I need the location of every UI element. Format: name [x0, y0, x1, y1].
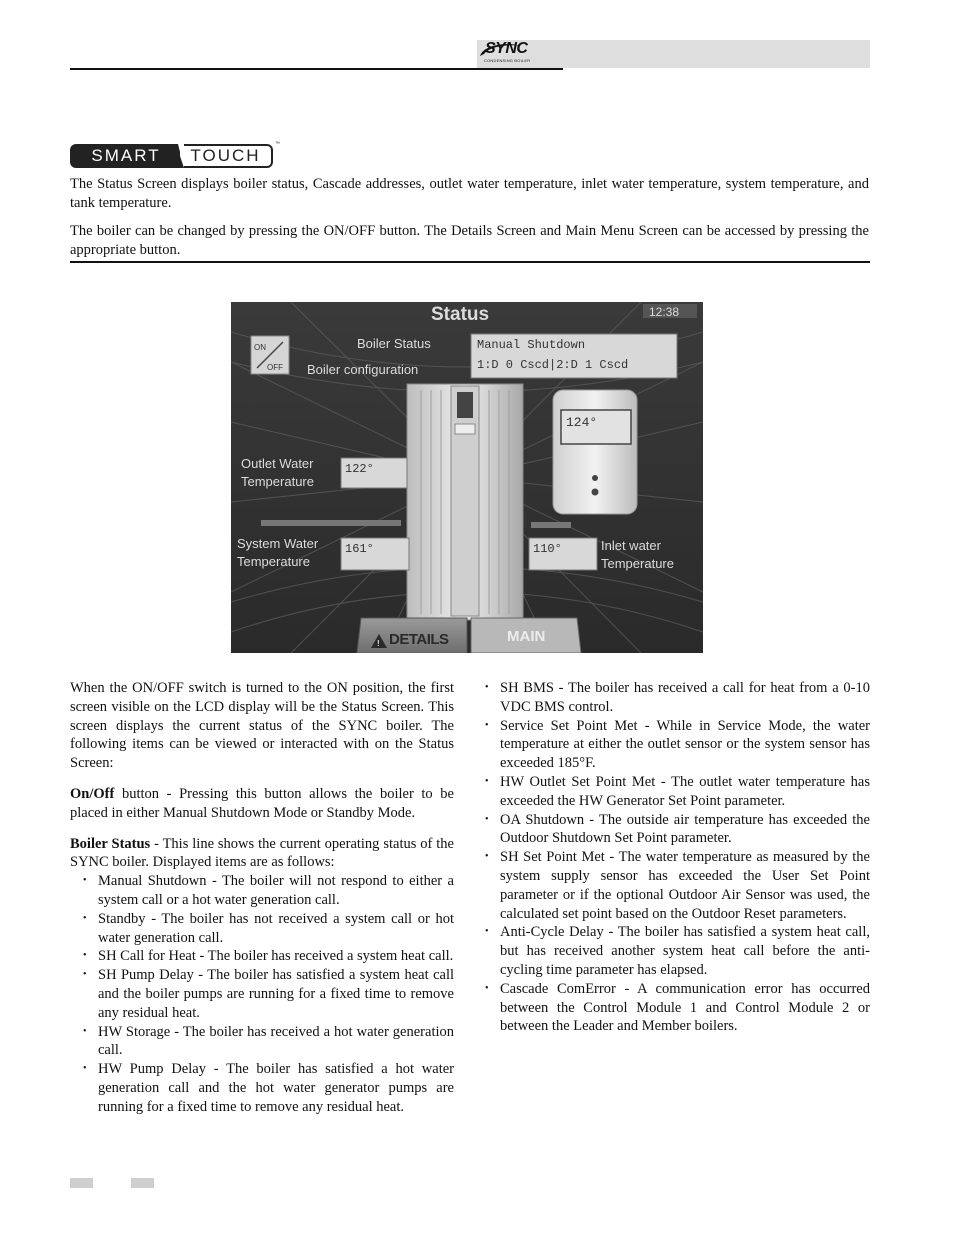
list-item: • Anti-Cycle Delay - The boiler has satisfied a system heat call, but has received another system heat call before the anti-cycling time parameter has elapsed. [484, 923, 870, 979]
onoff-off-label: OFF [267, 363, 283, 372]
tank-temp-value: 124° [566, 415, 598, 430]
right-column [484, 679, 870, 1036]
outlet-label-2: Temperature [241, 474, 314, 489]
sync-logo-word: SYNC [485, 40, 528, 57]
inlet-temp-value: 110° [533, 542, 562, 556]
sync-logo-subtitle: CONDENSING BOILER [484, 58, 531, 63]
trademark-symbol: ™ [275, 141, 280, 147]
header-rule [70, 68, 563, 70]
smart-touch-badge-right: TOUCH [178, 144, 273, 168]
details-button[interactable] [357, 618, 467, 653]
lcd-title: Status [431, 304, 490, 325]
details-button-label: DETAILS [389, 631, 449, 648]
onoff-text: button - Pressing this button allows the boiler to be placed in either Manual Shutdown Mode or Standby Mode. [70, 785, 454, 821]
boiler-status-term: Boiler Status [70, 835, 151, 852]
supply-pipe [261, 520, 401, 526]
list-item: • OA Shutdown - The outside air temperature has exceeded the Outdoor Shutdown Set Point parameter. [484, 811, 870, 849]
boiler-illustration [407, 384, 523, 620]
svg-text:!: ! [377, 639, 380, 648]
onoff-term: On/Off [70, 785, 115, 802]
badge-slash-icon [170, 142, 184, 170]
list-item: • Manual Shutdown - The boiler will not respond to either a system call or a hot water generation call. [70, 872, 454, 910]
intro-paragraph-1: The Status Screen displays boiler status, Cascade addresses, outlet water temperature, inlet water temperature, system temperature, and tank temperature. [70, 176, 869, 211]
system-label-1: System Water [237, 536, 319, 551]
onoff-on-label: ON [254, 343, 266, 352]
status-list-left [70, 872, 454, 1116]
boiler-config-label: Boiler configuration [307, 362, 419, 377]
boiler-status-description [70, 835, 454, 873]
list-item: • Standby - The boiler has not received a system call or hot water generation call. [70, 910, 454, 948]
footer-mark-left [70, 1178, 93, 1188]
footer-mark-right [131, 1178, 154, 1188]
list-item: • SH BMS - The boiler has received a call for heat from a 0-10 VDC BMS control. [484, 679, 870, 717]
boiler-status-line-2: 1:D 0 Cscd|2:D 1 Cscd [477, 358, 629, 372]
outlet-label-1: Outlet Water [241, 456, 314, 471]
list-item: • HW Outlet Set Point Met - The outlet water temperature has exceeded the HW Generator Set Point parameter. [484, 773, 870, 811]
boiler-status-text: - This line shows the current operating status of the SYNC boiler. Displayed items are as follows: [70, 835, 454, 871]
smart-touch-badge-left: SMART [70, 144, 178, 168]
onoff-description [70, 785, 454, 823]
boiler-status-label: Boiler Status [357, 336, 431, 351]
inlet-label-2: Temperature [601, 556, 674, 571]
lcd-clock: 12:38 [649, 305, 680, 319]
intro-paragraph-2: The boiler can be changed by pressing the ON/OFF button. The Details Screen and Main Menu Screen can be accessed by pressing the appropriate button. [70, 223, 869, 258]
onoff-button[interactable] [251, 336, 289, 374]
status-list-right [484, 679, 870, 1036]
list-item: • HW Storage - The boiler has received a hot water generation call. [70, 1023, 454, 1061]
boiler-status-line-1: Manual Shutdown [477, 338, 586, 352]
main-button-label: MAIN [507, 628, 546, 645]
system-label-2: Temperature [237, 554, 310, 569]
list-item: • SH Set Point Met - The water temperature as measured by the system supply sensor has exceeded the User Set Point parameter or if the optional Outdoor Air Sensor was used, the calculated set point based on the Outdoor Reset parameters. [484, 848, 870, 923]
system-temp-value: 161° [345, 542, 374, 556]
section-rule [70, 261, 870, 263]
outlet-temp-value: 122° [345, 462, 374, 476]
main-button[interactable] [471, 618, 581, 653]
tank-illustration [553, 390, 637, 514]
list-item: • SH Call for Heat - The boiler has received a system heat call. [70, 947, 454, 966]
status-screen-intro: When the ON/OFF switch is turned to the ON position, the first screen visible on the LCD display will be the Status Screen. This screen displays the current status of the SYNC boiler. The following items can be viewed or interacted with on the Status Screen: [70, 680, 454, 772]
status-screen-photo [231, 302, 703, 653]
inlet-label-1: Inlet water [601, 538, 661, 553]
left-column [70, 679, 454, 1117]
list-item: • SH Pump Delay - The boiler has satisfied a system heat call and the boiler pumps are running for a fixed time to remove any residual heat. [70, 966, 454, 1022]
list-item: • Service Set Point Met - While in Service Mode, the water temperature at either the outlet sensor or the system sensor has exceeded 185°F. [484, 717, 870, 773]
list-item: • Cascade ComError - A communication error has occurred between the Control Module 1 and Control Module 2 or between the Leader and Member boilers. [484, 980, 870, 1036]
list-item: • HW Pump Delay - The boiler has satisfied a hot water generation call and the hot water generator pumps are running for a fixed time to remove any residual heat. [70, 1060, 454, 1116]
return-pipe [531, 522, 571, 528]
